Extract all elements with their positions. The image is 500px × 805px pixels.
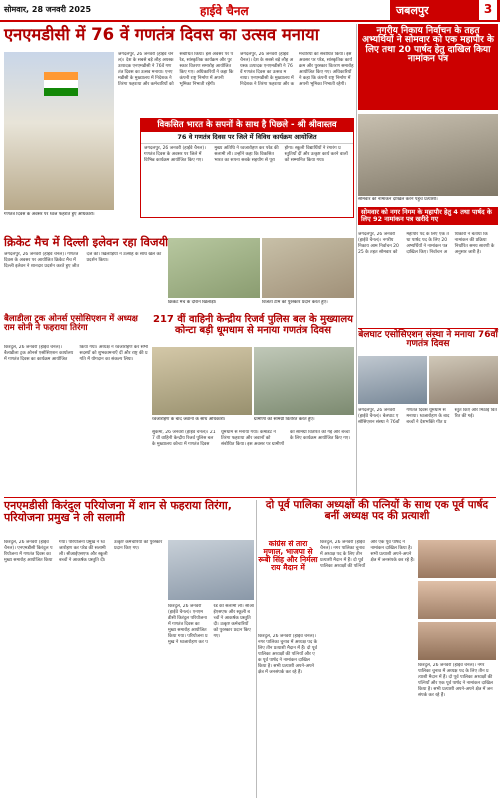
candidate-photos xyxy=(418,540,496,798)
candidate-photo-3 xyxy=(418,622,496,660)
main-headline: एनएमडीसी में 76 वें गणतंत्र दिवस का उत्सव मनाया xyxy=(4,25,320,44)
candidate-photo-2 xyxy=(418,581,496,619)
right-top-photo xyxy=(358,114,498,196)
right-top-photo-caption: सोमवार को नामांकन दाखिल करने पहुंचे प्रत्याशी। xyxy=(358,197,438,202)
cricket-headline: क्रिकेट मैच में दिल्ली इलेवन रहा विजयी xyxy=(4,235,169,249)
column-rule xyxy=(256,500,257,798)
bottom-center-headline: दो पूर्व पालिका अध्यक्षों की पत्नियों के साथ एक पूर्व पार्षद बनीं अध्यक्ष पद की प्रत्याशी xyxy=(265,499,489,523)
main-photo-caption: गणतंत्र दिवस के अवसर पर ध्वज फहराते हुए अधिकारी। xyxy=(4,212,95,217)
bottom-center-pullquote: कांग्रेस से तारा मृणाल, भाजपा से रूबी सिंह और निर्मला राय मैदान में xyxy=(258,540,318,572)
right-bottom-story-text: जगदलपुर, 26 जनवरी (हाईवे चैनल)। बेलघाट एसोसिएशन संस्था ने 76वाँ गणतंत्र दिवस धूमधाम से मनाया। ध्वजारोहण के बाद बच्चों ने देशभक्ति गीत प्रस्तुत किए और मिठाई वितरित की गई। xyxy=(358,408,497,425)
box-story xyxy=(140,118,354,218)
center-story-text: सुकमा, 26 जनवरी (हाईवे चैनल)। 217 वीं वाहिनी केन्द्रीय रिजर्व पुलिस बल के मुख्यालय कोन्टा में गणतंत्र दिवस धूमधाम से मनाया गया। कमांडेंट ने तिरंगा फहराया और जवानों को संबोधित किया। इस अवसर पर ग्रामीणों को सामग्री वितरित की गई और बच्चों के लिए कार्यक्रम आयोजित किए गए। xyxy=(152,430,350,447)
right-bottom-headline: बेलघाट एसोसिएशन संस्था ने मनाया 76वाँ गणतंत्र दिवस xyxy=(358,330,498,350)
column-rule xyxy=(356,24,357,496)
center-photo-1 xyxy=(152,347,252,415)
left-mid-headline: बैलाडीला ट्रक ओनर्स एसोसिएशन में अध्यक्ष राम सोनी ने फहराया तिरंगा xyxy=(4,314,138,333)
issue-date: सोमवार, 28 जनवरी 2025 xyxy=(4,5,92,14)
center-photo-2 xyxy=(254,347,354,415)
main-photo xyxy=(4,52,114,210)
cricket-photo-2-caption: विजेता टीम को पुरस्कार प्रदान करते हुए। xyxy=(262,300,328,305)
center-photo-2-caption: ग्रामीणों को सामग्री वितरित करते हुए। xyxy=(254,417,315,422)
cricket-photo-1-caption: क्रिकेट मैच के दौरान खिलाड़ी। xyxy=(168,300,217,305)
section-rule xyxy=(4,497,496,498)
right-bottom-photo-1 xyxy=(358,356,427,404)
box-story-subhead: 76 वे गणतंत्र दिवस पर जिले में विविध कार्यक्रम आयोजित xyxy=(141,132,353,144)
cricket-photo-1 xyxy=(168,238,260,298)
bottom-left-photo xyxy=(168,540,254,600)
newspaper-brand: हाईवे चैनल xyxy=(200,4,249,18)
bottom-center-story-text-2: किरंदुल, 26 जनवरी (हाईवे चैनल)। नगर पालिका चुनाव में अध्यक्ष पद के लिए तीन प्रत्याशी मैदान में हैं। दो पूर्व पालिका अध्यक्षों की पत्नियाँ और एक पूर्व पार्षद ने नामांकन दाखिल किया है। सभी प्रत्याशी अपने-अपने क्षेत्र में जनसंपर्क कर रहे हैं। xyxy=(320,540,415,569)
center-photo-1-caption: ध्वजारोहण के बाद जवानों के साथ अधिकारी। xyxy=(152,417,226,422)
box-story-text: जगदलपुर, 26 जनवरी (हाईवे चैनल)। गणतंत्र दिवस के अवसर पर जिले में विभिन्न कार्यक्रम आयोजित किए गए। मुख्य अतिथि ने ध्वजारोहण कर परेड की सलामी ली। उन्होंने कहा कि विकसित भारत का सपना सबके सहयोग से पूरा होगा। स्कूली विद्यार्थियों ने रंगारंग प्रस्तुतियाँ दीं और उत्कृष्ट कार्य करने वालों को सम्मानित किया गया। xyxy=(144,145,348,163)
page-header xyxy=(0,0,500,22)
bottom-left-headline: एनएमडीसी किरंदुल परियोजना में शान से फहराया तिरंगा, परियोजना प्रमुख ने ली सलामी xyxy=(4,499,232,524)
flag-icon xyxy=(44,72,78,96)
main-story-text: जगदलपुर, 26 जनवरी (हाईवे चैनल)। देश के सबसे बड़े लौह अयस्क उत्पादक एनएमडीसी ने 76वें गणतंत्र दिवस का उत्सव मनाया। एनएमडीसी के मुख्यालय में निदेशक ने तिरंगा फहराया और कर्मचारियों को संबोधित किया। इस अवसर पर परेड, सांस्कृतिक कार्यक्रम और पुरस्कार वितरण समारोह आयोजित किए गए। अधिकारियों ने कहा कि कंपनी राष्ट्र निर्माण में अपनी भूमिका निभाती रहेगी। xyxy=(118,52,234,87)
edition-city-label: जबलपुर xyxy=(396,4,429,17)
right-top-subhead: सोमवार को नगर निगम के महापौर हेतु 4 तथा पार्षद के लिए 92 नामांकन पत्र खरीदे गए xyxy=(358,207,498,225)
box-story-headline: विकसित भारत के सपनों के साथ है पिछले - श्री श्रीवास्तव xyxy=(141,119,353,132)
right-top-story-text: जगदलपुर, 26 जनवरी (हाईवे चैनल)। नगरीय निकाय आम निर्वाचन 2025 के तहत सोमवार को महापौर पद के लिए एक तथा पार्षद पद के लिए 20 अभ्यर्थियों ने नामांकन पत्र दाखिल किए। निर्वाचन अधिकारी ने बताया कि नामांकन की प्रक्रिया निर्धारित समय सारणी के अनुसार जारी है। xyxy=(358,232,495,255)
bottom-left-story-text: किरंदुल, 26 जनवरी (हाईवे चैनल)। एनएमडीसी किरंदुल परियोजना में गणतंत्र दिवस का मुख्य समारोह आयोजित किया गया। परियोजना प्रमुख ने ध्वजारोहण कर परेड की सलामी ली। सीआईएसएफ और स्कूली बच्चों ने आकर्षक प्रस्तुति दी। उत्कृष्ट कर्मचारियों को पुरस्कार प्रदान किए गए। xyxy=(4,540,163,563)
main-story-text-right: जगदलपुर, 26 जनवरी (हाईवे चैनल)। देश के सबसे बड़े लौह अयस्क उत्पादक एनएमडीसी ने 76वें गणतंत्र दिवस का उत्सव मनाया। एनएमडीसी के मुख्यालय में निदेशक ने तिरंगा फहराया और कर्मचारियों को संबोधित किया। इस अवसर पर परेड, सांस्कृतिक कार्यक्रम और पुरस्कार वितरण समारोह आयोजित किए गए। अधिकारियों ने कहा कि कंपनी राष्ट्र निर्माण में अपनी भूमिका निभाती रहेगी। xyxy=(240,52,354,87)
edition-city xyxy=(390,0,500,20)
bottom-center-story-text-3: किरंदुल, 26 जनवरी (हाईवे चैनल)। नगर पालिका चुनाव में अध्यक्ष पद के लिए तीन प्रत्याशी मैदान में हैं। दो पूर्व पालिका अध्यक्षों की पत्नियाँ और एक पूर्व पार्षद ने नामांकन दाखिल किया है। सभी प्रत्याशी अपने-अपने क्षेत्र में जनसंपर्क कर रहे हैं। xyxy=(418,663,493,698)
bottom-left-story-text-2: किरंदुल, 26 जनवरी (हाईवे चैनल)। एनएमडीसी किरंदुल परियोजना में गणतंत्र दिवस का मुख्य समारोह आयोजित किया गया। परियोजना प्रमुख ने ध्वजारोहण कर परेड की सलामी ली। सीआईएसएफ और स्कूली बच्चों ने आकर्षक प्रस्तुति दी। उत्कृष्ट कर्मचारियों को पुरस्कार प्रदान किए गए। xyxy=(168,604,254,645)
right-top-headline: नगरीय निकाय निर्वाचन के तहत अभ्यर्थियों ने सोमवार को एक महापौर के लिए तथा 20 पार्षद हेतु दाखिल किया नामांकन पत्र xyxy=(362,26,494,65)
cricket-photo-2 xyxy=(262,238,354,298)
right-bottom-photo-2 xyxy=(429,356,498,404)
cricket-story-text: जगदलपुर, 26 जनवरी (हाईवे चैनल)। गणतंत्र दिवस के अवसर पर आयोजित क्रिकेट मैच में दिल्ली इलेवन ने शानदार प्रदर्शन करते हुए जीत दर्ज की। खिलाड़ियों ने उत्साह के साथ खेल का प्रदर्शन किया। xyxy=(4,252,162,269)
center-headline: 217 वीं वाहिनी केन्द्रीय रिजर्व पुलिस बल के मुख्यालय कोन्टा बड़ी धूमधाम से मनाया गणतंत्र दिवस xyxy=(153,314,353,336)
candidate-photo-1 xyxy=(418,540,496,578)
bottom-center-story-text: किरंदुल, 26 जनवरी (हाईवे चैनल)। नगर पालिका चुनाव में अध्यक्ष पद के लिए तीन प्रत्याशी मैदान में हैं। दो पूर्व पालिका अध्यक्षों की पत्नियाँ और एक पूर्व पार्षद ने नामांकन दाखिल किया है। सभी प्रत्याशी अपने-अपने क्षेत्र में जनसंपर्क कर रहे हैं। xyxy=(258,634,318,675)
page-number: 3 xyxy=(479,0,497,20)
left-mid-story-text: किरंदुल, 26 जनवरी (हाईवे चैनल)। बैलाडीला ट्रक ओनर्स एसोसिएशन कार्यालय में गणतंत्र दिवस का कार्यक्रम आयोजित किया गया। अध्यक्ष ने ध्वजारोहण कर सभी सदस्यों को शुभकामनाएँ दीं और राष्ट्र की प्रगति में योगदान का संकल्प लिया। xyxy=(4,345,148,362)
right-top-story xyxy=(358,24,498,110)
